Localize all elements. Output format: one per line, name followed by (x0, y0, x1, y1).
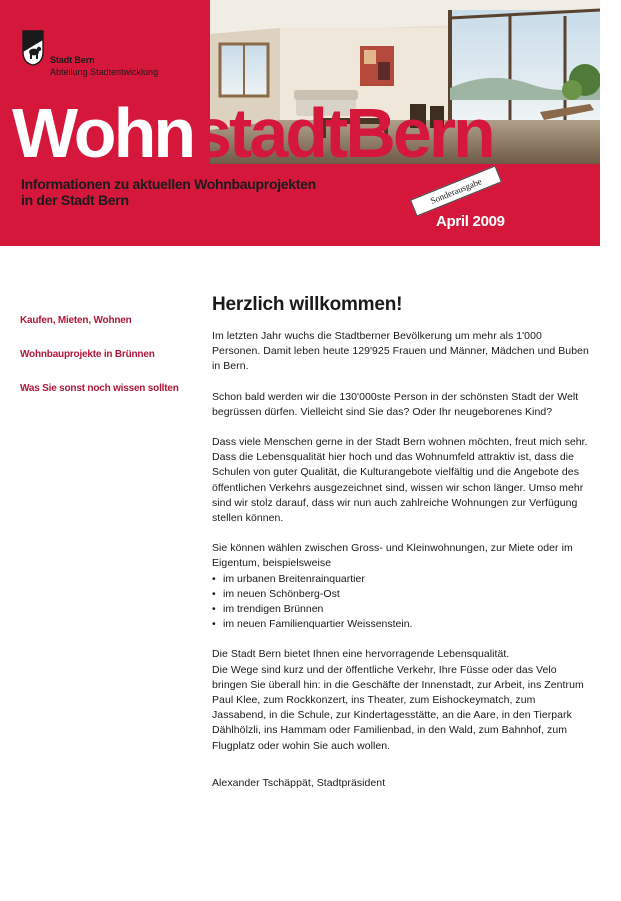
masthead-title-part-1: Wohn (12, 94, 194, 172)
side-navigation (20, 315, 200, 417)
closing-line: Die Stadt Bern bietet Ihnen eine hervorragende Lebensqualität. (212, 648, 510, 661)
org-department: Abteilung Stadtentwicklung (50, 67, 159, 77)
bern-coat-of-arms-icon (22, 30, 44, 66)
masthead-banner (0, 0, 600, 246)
list-item: • im urbanen Breitenrainquartier (212, 572, 592, 587)
article-paragraph: Sie können wählen zwischen Gross- und Kleinwohnungen, zur Miete oder im Eigentum, beispielsweise (212, 542, 573, 570)
closing-paragraph: Die Wege sind kurz und der öffentliche Verkehr, Ihre Füsse oder das Velo bringen Sie überall hin: in die Geschäfte der Innenstadt, zur Arbeit, ins Zentrum Paul Klee, zum Rockkonzert, ins Theater, zum Eishockeymatch, zum Jassabend, in die Schule, zur Kindertagesstätte, an die Aare, in den Tierpark Dählhölzli, ins Hammam oder Familienbad, in den Wald, zum Bahnhof, zum Flugplatz oder wohin Sie auch wollen. (212, 663, 584, 752)
list-item: • im trendigen Brünnen (212, 602, 592, 617)
list-item: • im neuen Schönberg-Ost (212, 587, 592, 602)
article-paragraph: Schon bald werden wir die 130'000ste Person in der schönsten Stadt der Welt begrüssen dürfen. Vielleicht sind Sie das? Oder Ihr neugeborenes Kind? (212, 390, 579, 418)
nav-link-wohnbauprojekte-bruennen[interactable]: Wohnbauprojekte in Brünnen (20, 349, 155, 360)
nav-link-was-sie-wissen-sollten[interactable]: Was Sie sonst noch wissen sollten (20, 383, 179, 394)
masthead-title-part-2: stadtBern (193, 94, 493, 172)
masthead-subtitle (21, 176, 401, 208)
welcome-article (212, 293, 592, 806)
article-paragraph: Im letzten Jahr wuchs die Stadtberner Bevölkerung um mehr als 1'000 Personen. Damit leben heute 129'925 Frauen und Männer, Mädchen und Buben in Bern. (212, 330, 589, 373)
article-paragraph: Dass viele Menschen gerne in der Stadt Bern wohnen möchten, freut mich sehr. Dass die Lebensqualität hier hoch und das Wohnumfeld attraktiv ist, dass die Schulen von guter Qualität, die Kulturangebote vielfältig und die Angebote des öffentlichen Verkehrs ausgezeichnet sind, wissen wir schon länger. Umso mehr sind wir stolz darauf, dass wir nun auch zahlreiche Wohnungen zur Verfügung stellen können. (212, 436, 588, 525)
signature: Alexander Tschäppät, Stadtpräsident (212, 776, 386, 789)
subtitle-line-1: Informationen zu aktuellen Wohnbauprojekten (21, 176, 316, 192)
issue-date: April 2009 (436, 213, 505, 230)
org-name: Stadt Bern (50, 55, 95, 65)
list-item: • im neuen Familienquartier Weissenstein. (212, 617, 592, 632)
special-edition-badge: Sonderausgabe (410, 165, 502, 216)
article-heading: Herzlich willkommen! (212, 294, 403, 315)
masthead-title (12, 94, 493, 172)
district-list (212, 572, 592, 633)
nav-link-kaufen-mieten-wohnen[interactable]: Kaufen, Mieten, Wohnen (20, 315, 132, 326)
subtitle-line-2: in der Stadt Bern (21, 192, 129, 208)
